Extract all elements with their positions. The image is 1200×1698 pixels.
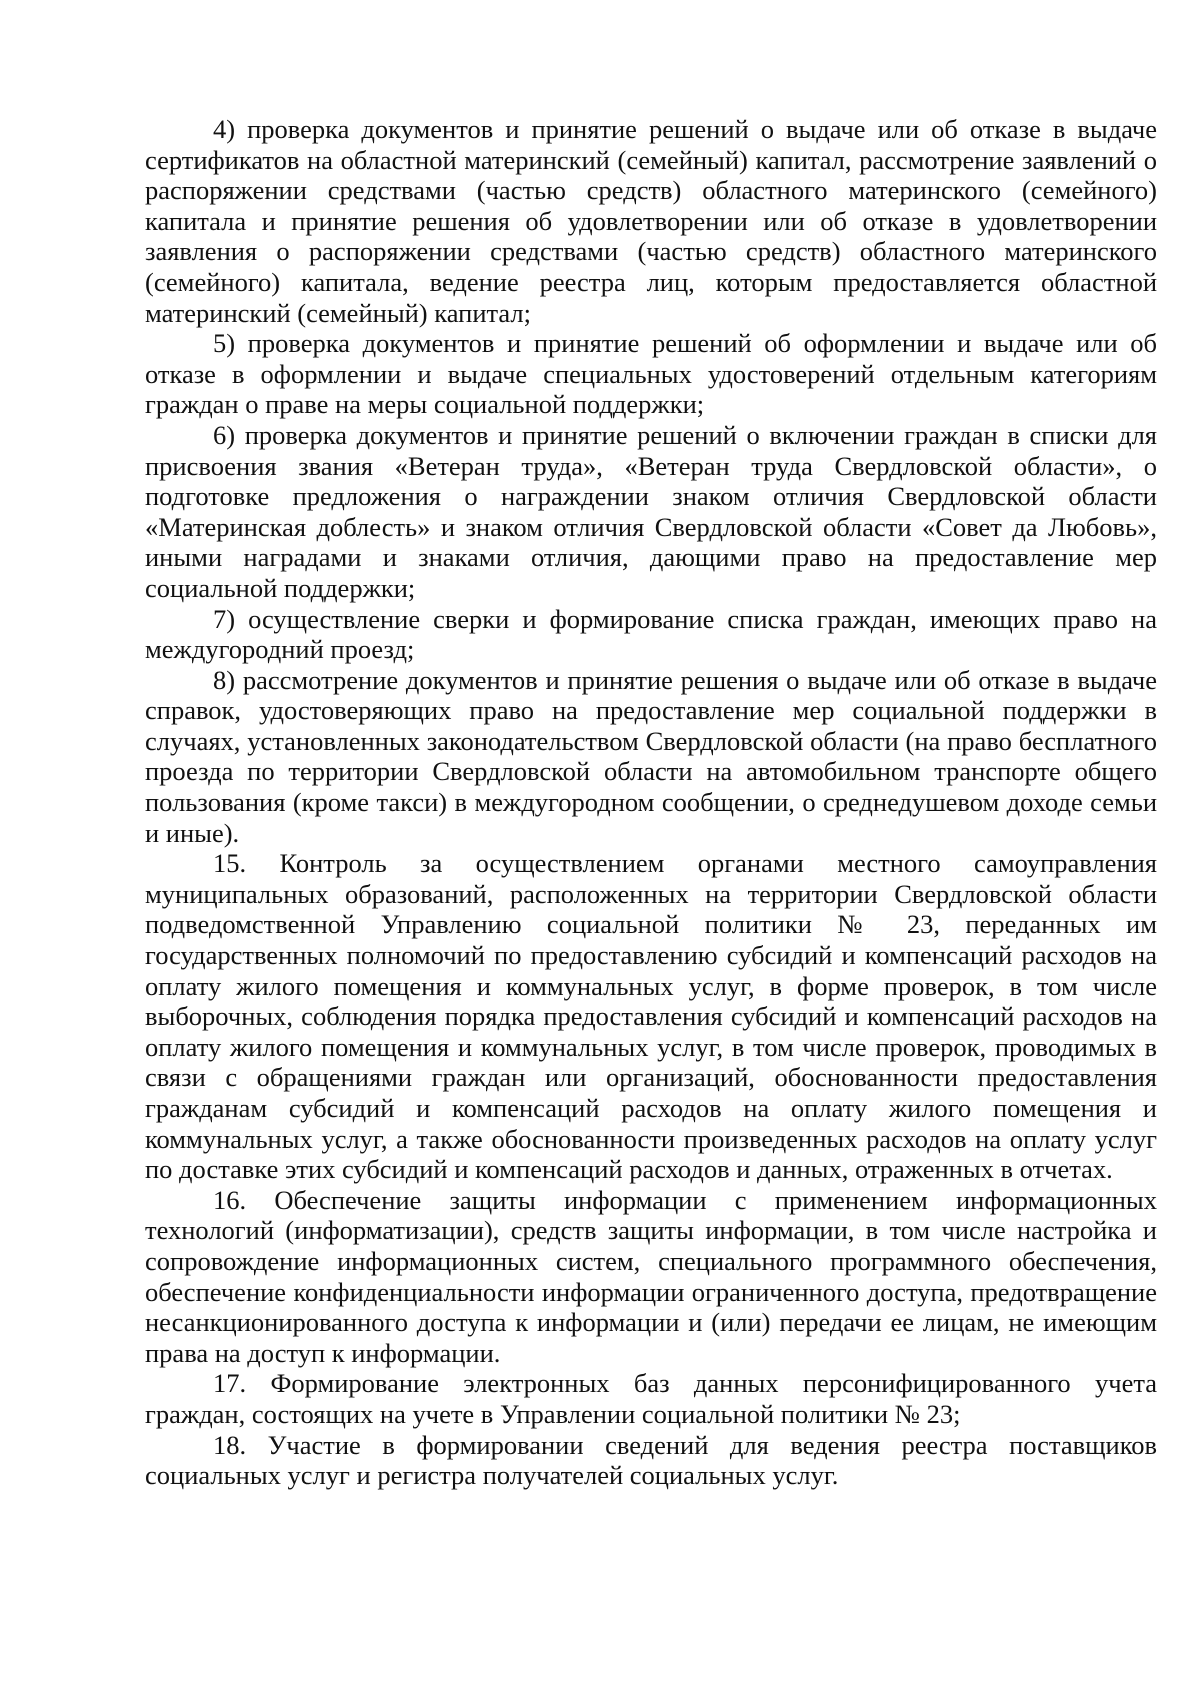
document-body [145, 114, 1157, 1491]
paragraph-section-15: 15. Контроль за осуществлением органами местного самоуправления муниципальных образований, расположенных на территории Свердловской области подведомственной Управлению социальной политики № 23, переданных им государственных полномочий по предоставлению субсидий и компенсаций расходов на оплату жилого помещения и коммунальных услуг, в форме проверок, в том числе выборочных, соблюдения порядка предоставления субсидий и компенсаций расходов на оплату жилого помещения и коммунальных услуг, в том числе проверок, проводимых в связи с обращениями граждан или организаций, обоснованности предоставления гражданам субсидий и компенсаций расходов на оплату жилого помещения и коммунальных услуг, а также обоснованности произведенных расходов на оплату услуг по доставке этих субсидий и компенсаций расходов и данных, отраженных в отчетах. [145, 848, 1157, 1185]
paragraph-item-5: 5) проверка документов и принятие решений об оформлении и выдаче или об отказе в оформлении и выдаче специальных удостоверений отдельным категориям граждан о праве на меры социальной поддержки; [145, 328, 1157, 420]
paragraph-item-4: 4) проверка документов и принятие решений о выдаче или об отказе в выдаче сертификатов на областной материнский (семейный) капитал, рассмотрение заявлений о распоряжении средствами (частью средств) областного материнского (семейного) капитала и принятие решения об удовлетворении или об отказе в удовлетворении заявления о распоряжении средствами (частью средств) областного материнского (семейного) капитала, ведение реестра лиц, которым предоставляется областной материнский (семейный) капитал; [145, 114, 1157, 328]
paragraph-section-17: 17. Формирование электронных баз данных персонифицированного учета граждан, состоящих на учете в Управлении социальной политики № 23; [145, 1368, 1157, 1429]
paragraph-section-16: 16. Обеспечение защиты информации с применением информационных технологий (информатизации), средств защиты информации, в том числе настройка и сопровождение информационных систем, специального программного обеспечения, обеспечение конфиденциальности информации ограниченного доступа, предотвращение несанкционированного доступа к информации и (или) передачи ее лицам, не имеющим права на доступ к информации. [145, 1184, 1157, 1368]
paragraph-item-8: 8) рассмотрение документов и принятие решения о выдаче или об отказе в выдаче справок, удостоверяющих право на предоставление мер социальной поддержки в случаях, установленных законодательством Свердловской области (на право бесплатного проезда по территории Свердловской области на автомобильном транспорте общего пользования (кроме такси) в междугородном сообщении, о среднедушевом доходе семьи и иные). [145, 664, 1157, 848]
paragraph-section-18: 18. Участие в формировании сведений для ведения реестра поставщиков социальных услуг и регистра получателей социальных услуг. [145, 1429, 1157, 1491]
paragraph-item-7: 7) осуществление сверки и формирование списка граждан, имеющих право на междугородний проезд; [145, 603, 1157, 665]
paragraph-item-6: 6) проверка документов и принятие решений о включении граждан в списки для присвоения звания «Ветеран труда», «Ветеран труда Свердловской области», о подготовке предложения о награждении знаком отличия Свердловской области «Материнская доблесть» и знаком отличия Свердловской области «Совет да Любовь», иными наградами и знаками отличия, дающими право на предоставление мер социальной поддержки; [145, 419, 1157, 603]
